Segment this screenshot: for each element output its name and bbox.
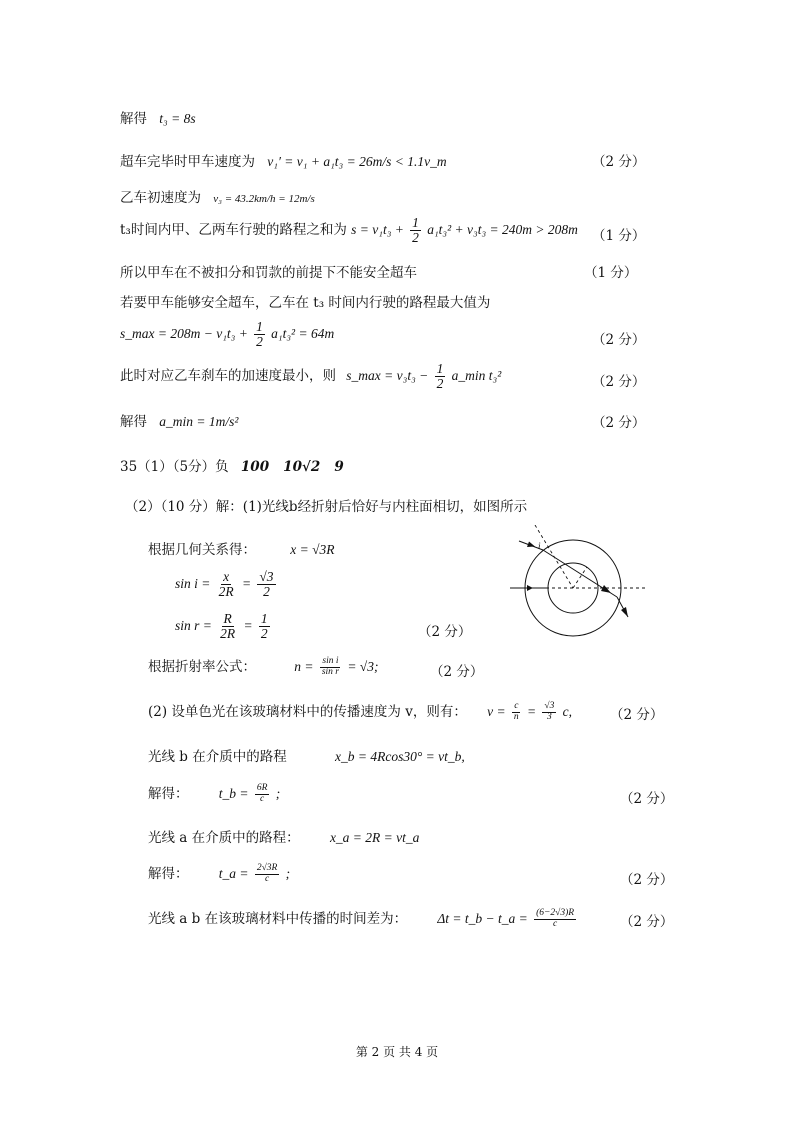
score: （2 分） [592,154,646,170]
line-5 [120,261,417,281]
denominator: 3 [547,712,552,722]
text: 35（1）（5分）负 [120,459,229,475]
equation: v₃ = 43.2km/h = 12m/s [213,193,315,205]
text: 根据折射率公式： [148,659,256,675]
denominator: 2 [436,376,444,392]
text: 解得 [120,414,147,430]
line-8 [120,362,501,391]
score: （2 分） [592,332,646,348]
line-13: sin i = $\frac{x}{2R}$ = $\frac{√3}{2}$ [175,569,274,600]
fraction [320,657,341,678]
denominator: 2 [260,626,268,642]
text: 乙车初速度为 [120,190,201,206]
ray-a-arrow [527,585,533,591]
answer: 100 10√2 9 [240,459,344,475]
text: 若要甲车能够安全超车，乙车在 t₃ 时间内行驶的路程最大值为 [120,295,491,311]
line-11 [125,495,527,515]
equation: t_b = [218,786,249,801]
line-17 [148,745,465,765]
equation: c, [562,704,573,719]
denominator: c [265,874,270,884]
equation: s_max = v₃t₃ − [346,368,429,384]
equation: a_min t₃² [451,368,502,384]
text: 光线 b 在介质中的路程 [148,749,287,765]
numerator: x [223,569,230,584]
denominator: c [552,919,558,929]
line-2 [120,150,447,170]
text: 解得 [120,111,147,127]
denominator: n [513,712,519,722]
line-10 [120,455,344,475]
equation: s = v₁t₃ + [351,222,404,238]
denominator: 2 [412,230,419,246]
text: t₃时间内甲、乙两车行驶的路程之和为 [120,222,347,239]
line-21 [148,907,578,930]
equation: sin r = [175,618,212,634]
line-20 [148,862,290,885]
equation: x_a = 2R = vt_a [329,830,420,845]
score: （2 分） [430,664,484,680]
equation: t_a = [218,866,249,881]
equation: a₁t₃² = 64m [271,326,335,342]
equation: v₁′ = v₁ + a₁t₃ = 26m/s < 1.1v_m [267,154,447,169]
line-3 [120,186,315,206]
text: 根据几何关系得： [148,542,256,558]
fraction [542,702,556,723]
text: 光线 a b 在该玻璃材料中传播的时间差为： [148,911,408,927]
denominator: sin r [321,667,340,677]
numerator: 1 [256,319,263,334]
fraction [257,570,275,599]
line-15 [148,655,378,678]
equation: v = [487,704,506,719]
denominator: 2 [263,584,270,600]
refraction-diagram [505,525,655,645]
text: 解得： [148,786,189,802]
score: （2 分） [620,914,674,930]
line-14: sin r = $\frac{R}{2R}$ = $\frac{1}{2}$ [175,611,268,642]
equation: x = √3R [290,542,335,557]
score: （2 分） [610,707,664,723]
fraction [512,702,521,723]
equation: ; [275,786,281,801]
denominator: c [260,794,265,804]
denominator: 2R [220,626,236,642]
denominator: 2 [256,334,263,350]
equation: x_b = 4Rcos30° = vt_b, [335,749,465,764]
text: 光线 a 在介质中的路程： [148,830,300,846]
numerator: √3 [544,701,555,712]
equation: a₁t₃² + v₃t₃ = 240m > 208m [427,222,578,238]
fraction [255,864,280,885]
line-16: (2) 设单色光在该玻璃材料中的传播速度为 v，则有： v = $\frac{c}{n}$ = $\frac{√3}{3}$ c, [148,701,573,722]
line-6 [120,291,490,311]
text: 此时对应乙车刹车的加速度最小，则 [120,368,336,385]
fraction [534,909,576,930]
line-1 [120,107,196,127]
text: 解得： [148,866,189,882]
page-footer: 第 2 页 共 4 页 [355,1045,439,1059]
numerator: sin i [322,656,339,667]
line-4 [120,216,578,245]
fraction [218,612,237,641]
equation: Δt = t_b − t_a = [437,911,528,926]
score: （1 分） [592,228,646,244]
equation: = √3; [347,659,379,674]
score: （2 分） [620,791,674,807]
score: （2 分） [592,374,646,390]
numerator: 1 [412,215,419,230]
equation: sin i = [175,576,211,592]
equation: n = [294,659,314,674]
score: （2 分） [592,415,646,431]
line-9 [120,410,238,430]
numerator: (6−2√3)R [536,908,575,919]
denominator: 2R [218,584,234,600]
line-19 [148,826,419,846]
score: （2 分） [418,624,472,640]
numerator: R [223,611,232,626]
line-18 [148,782,280,805]
score: （1 分） [584,265,638,281]
label-i: i [538,541,541,551]
fraction [254,320,265,349]
fraction [410,216,421,245]
fraction [217,570,236,599]
numerator: 1 [260,611,268,626]
refracted-arrow [601,585,611,593]
numerator: 6R [256,783,268,794]
numerator: c [514,701,519,712]
fraction [255,784,270,805]
numerator: 2√3R [256,863,278,874]
numerator: 1 [436,361,444,376]
equation: t₃ = 8s [159,111,196,126]
score: （2 分） [620,872,674,888]
numerator: √3 [259,569,274,584]
fraction [435,362,446,391]
exit-arrow [621,607,628,617]
fraction [259,612,270,641]
equation: a_min = 1m/s² [159,414,239,429]
line-7 [120,320,334,349]
text: (2) 设单色光在该玻璃材料中的传播速度为 v，则有： [148,704,467,720]
equation: s_max = 208m − v₁t₃ + [120,326,248,342]
text: （2）（10 分）解：(1)光线b经折射后恰好与内柱面相切，如图所示 [125,499,528,515]
line-12 [148,538,335,558]
equation: ; [285,866,291,881]
normal-line [535,525,573,588]
incident-arrow [527,542,535,548]
text: 超车完毕时甲车速度为 [120,154,255,170]
text: 所以甲车在不被扣分和罚款的前提下不能安全超车 [120,265,417,281]
